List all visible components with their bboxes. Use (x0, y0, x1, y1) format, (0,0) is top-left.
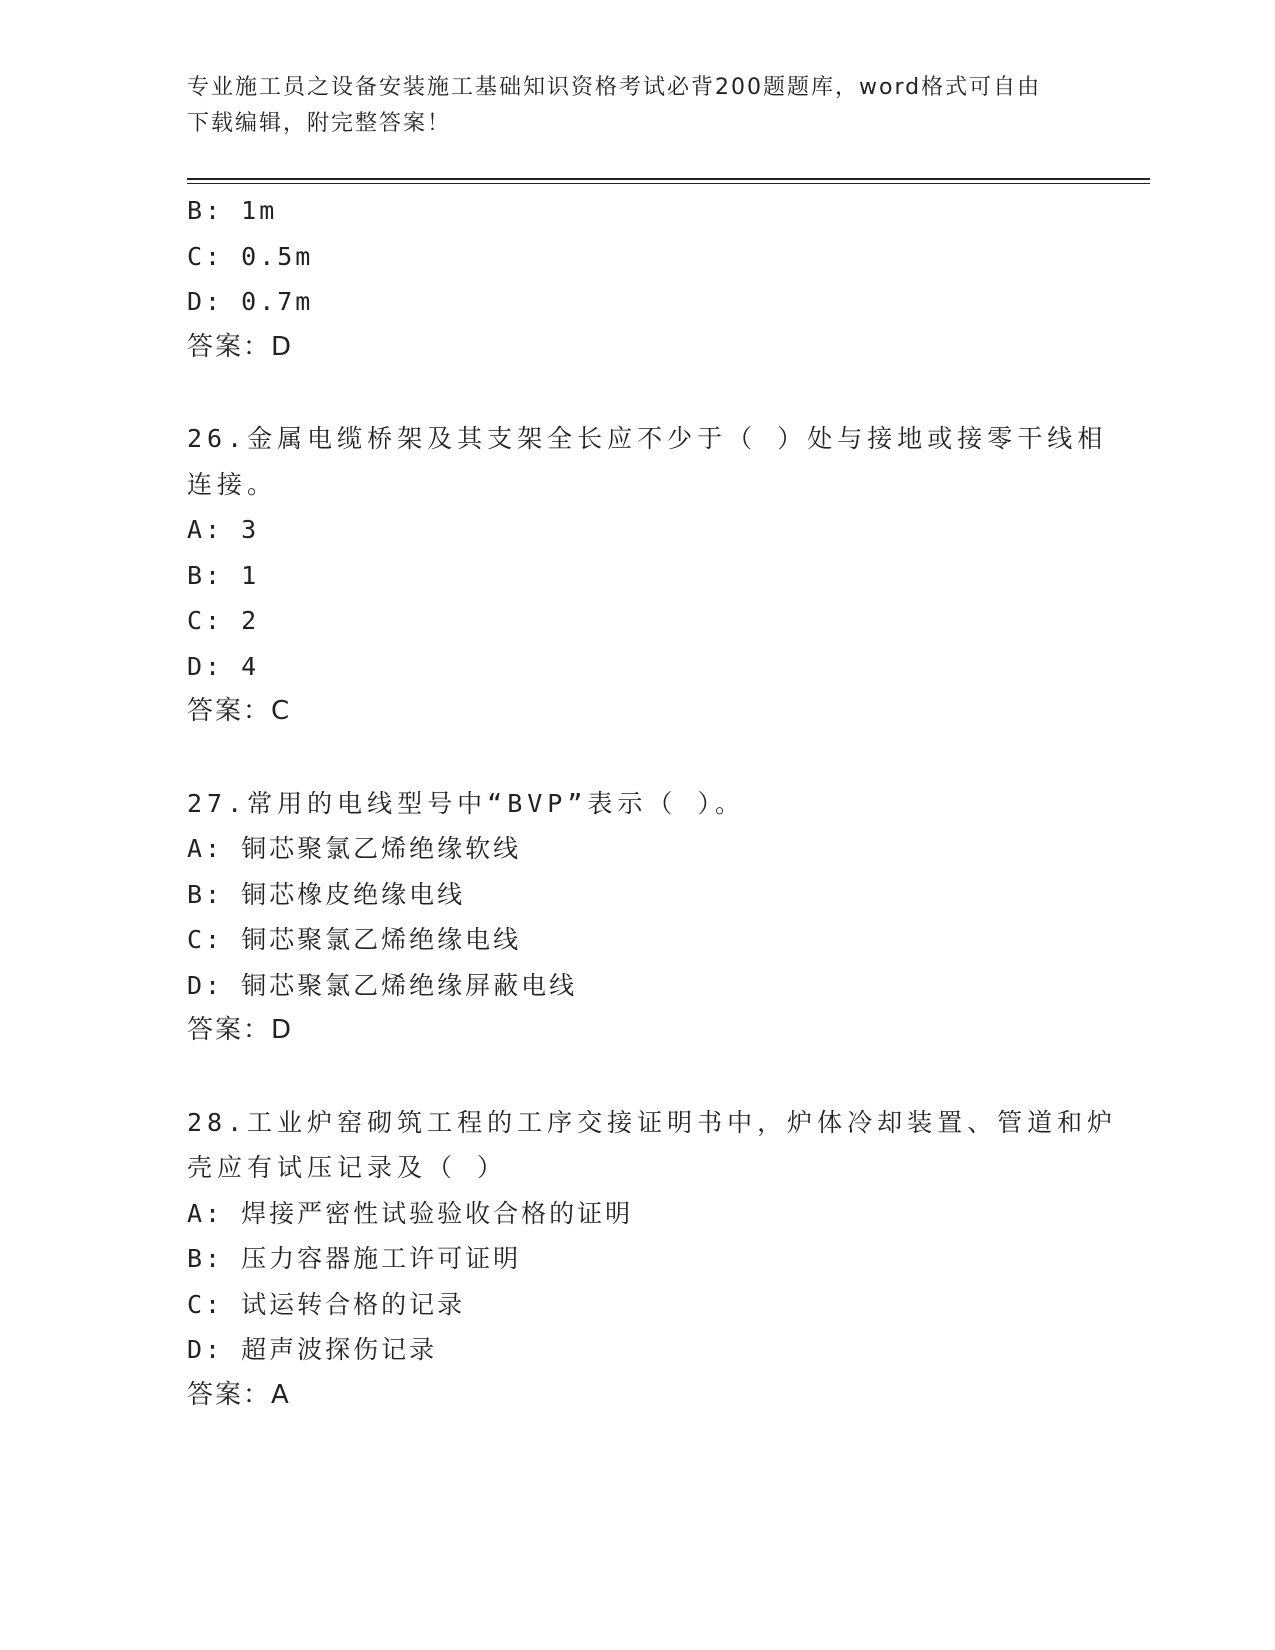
header-rule-thin (187, 183, 1150, 184)
option-c: C: 铜芯聚氯乙烯绝缘电线 (187, 925, 522, 954)
option-d: D: 0.7m (187, 287, 314, 316)
question-text: 连接。 (187, 469, 278, 499)
question-25-tail (187, 188, 1087, 370)
answer-line: 答案：D (187, 1015, 294, 1045)
option-d: D: 4 (187, 651, 260, 681)
question-text: 27.常用的电线型号中“BVP”表示（ ）。 (187, 788, 745, 818)
answer-line: 答案：A (187, 1379, 291, 1410)
question-28 (187, 1100, 1118, 1419)
question-text: 壳应有试压记录及（ ） (187, 1153, 508, 1182)
option-a: A: 3 (187, 515, 260, 544)
header-rule-thick (187, 178, 1150, 180)
option-c: C: 0.5m (187, 241, 314, 271)
page-header (187, 70, 1067, 142)
option-b: B: 铜芯橡皮绝缘电线 (187, 879, 466, 909)
question-26 (187, 416, 1108, 735)
header-line-1: 专业施工员之设备安装施工基础知识资格考试必背200题题库，word格式可自由 (187, 75, 1042, 100)
option-d: D: 超声波探伤记录 (187, 1335, 438, 1364)
question-text: 26.金属电缆桥架及其支架全长应不少于（ ）处与接地或接零干线相 (187, 424, 1108, 453)
option-c: C: 2 (187, 606, 260, 635)
option-c: C: 试运转合格的记录 (187, 1289, 466, 1319)
option-a: A: 铜芯聚氯乙烯绝缘软线 (187, 834, 522, 863)
question-27 (187, 781, 1087, 1054)
option-b: B: 1m (187, 196, 278, 225)
option-d: D: 铜芯聚氯乙烯绝缘屏蔽电线 (187, 970, 578, 1000)
question-text: 28.工业炉窑砌筑工程的工序交接证明书中，炉体冷却装置、管道和炉 (187, 1107, 1118, 1137)
answer-line: 答案：D (187, 331, 294, 362)
option-b: B: 1 (187, 560, 260, 590)
option-a: A: 焊接严密性试验验收合格的证明 (187, 1198, 634, 1228)
header-line-2: 下载编辑，附完整答案！ (187, 111, 452, 136)
question-list (187, 188, 1118, 1418)
answer-line: 答案：C (187, 696, 292, 726)
option-b: B: 压力容器施工许可证明 (187, 1244, 522, 1273)
